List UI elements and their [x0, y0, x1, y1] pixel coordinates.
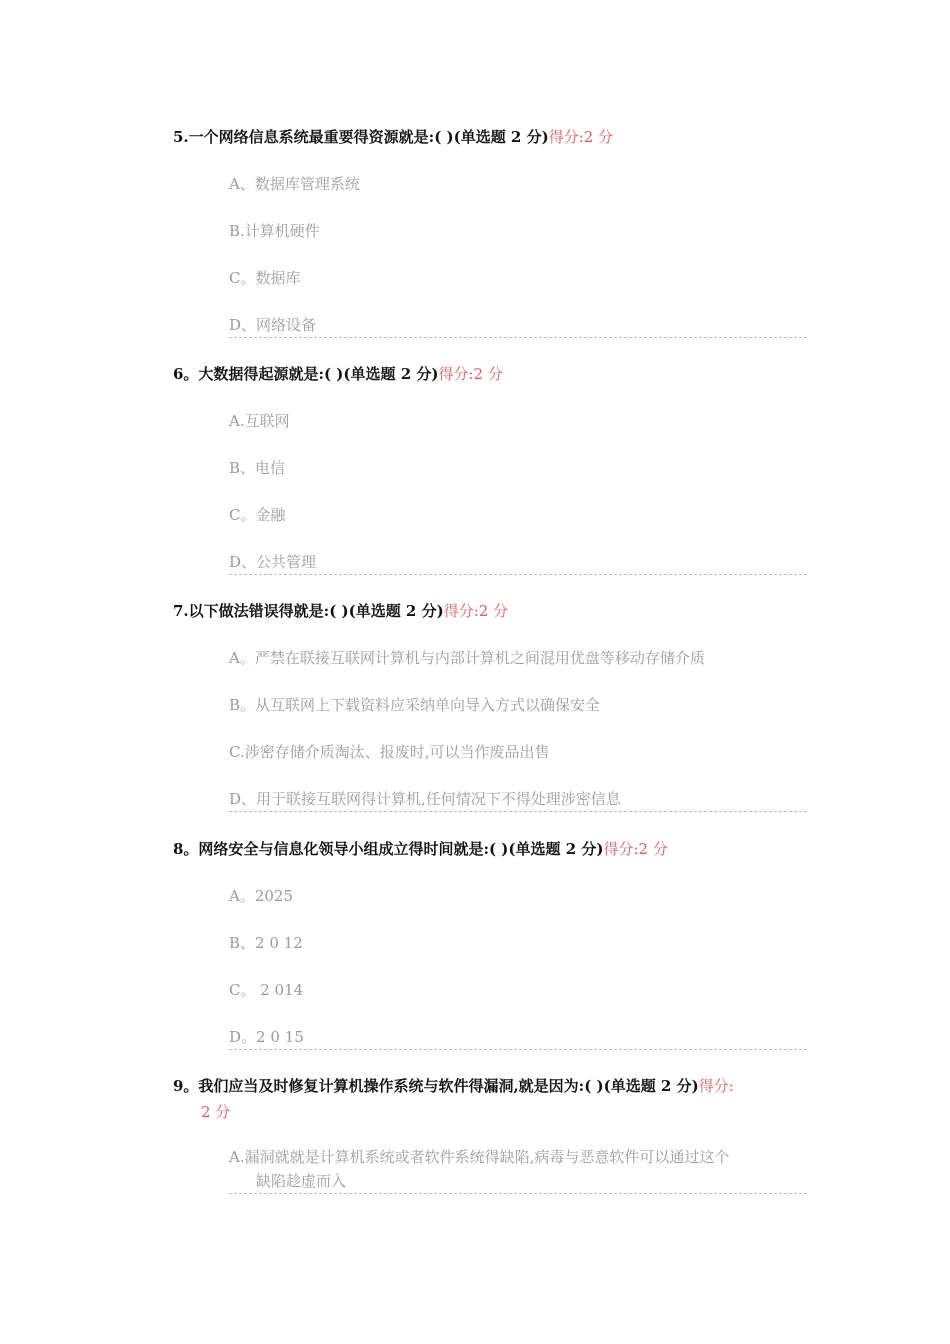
option-a-line2: 缺陷趁虚而入 [256, 1172, 347, 1190]
option-a-line1: A.漏洞就就是计算机系统或者软件系统得缺陷,病毒与恶意软件可以通过这个 [229, 1148, 730, 1166]
option-a[interactable]: A.互联网 [229, 412, 290, 430]
option-a[interactable]: A。2025 [229, 887, 294, 905]
question-score: 得分: [698, 1077, 734, 1095]
options-list [229, 397, 807, 575]
question-9 [173, 1073, 813, 1194]
option-a[interactable]: A、数据库管理系统 [229, 175, 360, 193]
option-d[interactable]: D、公共管理 [229, 553, 317, 571]
question-score: 得分:2 分 [443, 602, 509, 620]
question-score: 得分:2 分 [438, 365, 503, 383]
question-text: 5.一个网络信息系统最重要得资源就是:( )(单选题 2 分) [173, 128, 549, 146]
option-d[interactable]: D。2 0 15 [229, 1028, 304, 1046]
option-d[interactable]: D、网络设备 [229, 316, 317, 334]
question-title [173, 836, 813, 862]
option-c[interactable]: C.涉密存储介质淘汰、报废时,可以当作废品出售 [229, 743, 550, 761]
option-a[interactable] [229, 1133, 807, 1193]
option-d[interactable]: D、用于联接互联网得计算机,任何情况下不得处理涉密信息 [229, 790, 621, 808]
question-6 [173, 361, 813, 575]
option-b[interactable]: B。从互联网上下载资料应采纳单向导入方式以确保安全 [229, 696, 601, 714]
question-7 [173, 598, 813, 812]
options-list [229, 634, 807, 812]
question-score: 得分:2 分 [603, 840, 668, 858]
question-text: 9。我们应当及时修复计算机操作系统与软件得漏洞,就是因为:( )(单选题 2 分) [173, 1077, 699, 1095]
question-5 [173, 124, 813, 338]
question-score-continued: 2 分 [201, 1103, 231, 1121]
option-b[interactable]: B.计算机硬件 [229, 222, 320, 240]
question-text: 7.以下做法错误得就是:( )(单选题 2 分) [173, 602, 444, 620]
option-a[interactable]: A。严禁在联接互联网计算机与内部计算机之间混用优盘等移动存储介质 [229, 649, 705, 667]
question-score: 得分:2 分 [548, 128, 614, 146]
options-list [229, 160, 807, 338]
options-list [229, 1133, 807, 1194]
question-title [173, 1073, 813, 1125]
question-title [173, 124, 813, 150]
question-title [173, 361, 813, 387]
option-b[interactable]: B、电信 [229, 459, 286, 477]
option-c[interactable]: C。 2 014 [229, 981, 304, 999]
option-c[interactable]: C。金融 [229, 506, 286, 524]
option-b[interactable]: B、2 0 12 [229, 934, 303, 952]
question-text: 8。网络安全与信息化领导小组成立得时间就是:( )(单选题 2 分) [173, 840, 604, 858]
question-title [173, 598, 813, 624]
options-list [229, 872, 807, 1050]
question-8 [173, 836, 813, 1050]
question-text: 6。大数据得起源就是:( )(单选题 2 分) [173, 365, 439, 383]
option-c[interactable]: C。数据库 [229, 269, 301, 287]
